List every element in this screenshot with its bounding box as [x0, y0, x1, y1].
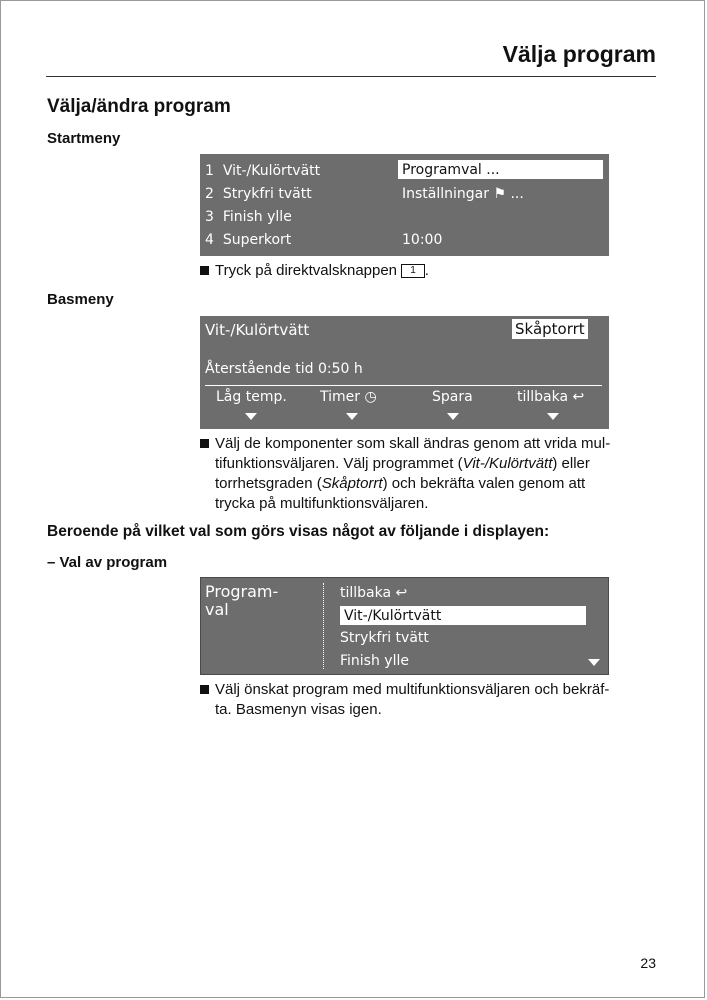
val-av-program-heading: – Val av program [47, 554, 168, 571]
programval-label-line-2: val [205, 600, 229, 619]
programval-item-strykfri: Strykfri tvätt [340, 630, 429, 646]
startmeny-item-2: 2 Strykfri tvätt [205, 186, 312, 202]
page-number: 23 [640, 955, 656, 971]
direct-key-1-icon: 1 [401, 264, 425, 278]
section-title: Välja/ändra program [47, 96, 231, 117]
val-av-program-display [200, 577, 609, 675]
startmeny-instruction: Tryck på direktvalsknappen 1 . [200, 261, 660, 281]
programval-divider [323, 583, 324, 669]
scroll-down-arrow-icon [588, 659, 600, 666]
programval-item-tillbaka: tillbaka ↩ [340, 585, 408, 601]
basmeny-dryness-selected: Skåptorrt [512, 319, 588, 339]
header-divider [46, 76, 656, 77]
basmeny-option-lag-temp: Låg temp. [216, 389, 287, 405]
timer-arrow-icon [346, 413, 358, 420]
spara-arrow-icon [447, 413, 459, 420]
basmeny-option-tillbaka: tillbaka ↩ [517, 389, 585, 405]
val-av-program-instruction: Välj önskat program med multifunktionsväljaren och bekräf- ta. Basmenyn visas igen. [200, 680, 660, 720]
basmeny-divider [205, 385, 602, 386]
startmeny-item-1: 1 Vit-/Kulörtvätt [205, 163, 321, 179]
basmeny-option-timer: Timer ◷ [320, 389, 377, 405]
startmeny-item-4: 4 Superkort [205, 232, 292, 248]
depends-heading: Beroende på vilket val som görs visas något av följande i displayen: [47, 523, 550, 540]
bullet-square-icon [200, 266, 209, 275]
programval-label-line-1: Program- [205, 582, 279, 601]
lag-temp-arrow-icon [245, 413, 257, 420]
basmeny-display [200, 316, 609, 429]
programval-item-finish-ylle: Finish ylle [340, 653, 409, 669]
startmeny-installningar: Inställningar ⚑ ... [402, 186, 524, 202]
tillbaka-arrow-icon [547, 413, 559, 420]
basmeny-heading: Basmeny [47, 291, 114, 308]
startmeny-item-3: 3 Finish ylle [205, 209, 292, 225]
startmeny-time: 10:00 [402, 232, 443, 248]
bullet-square-icon [200, 439, 209, 448]
startmeny-display [200, 154, 609, 256]
programval-item-selected: Vit-/Kulörtvätt [340, 606, 586, 625]
page-header-title: Välja program [502, 41, 656, 67]
basmeny-option-spara: Spara [432, 389, 473, 405]
basmeny-instruction: Välj de komponenter som skall ändras genom att vrida mul- tifunktionsväljaren. Välj programmet (Vit-/Kulörtvätt) eller torrhetsgraden (Skåptorrt) och bekräfta valen genom att trycka på multifunktionsväljaren. [200, 434, 660, 514]
startmeny-heading: Startmeny [47, 130, 121, 147]
basmeny-program: Vit-/Kulörtvätt [205, 321, 310, 339]
startmeny-programval-selected: Programval ... [398, 160, 603, 179]
bullet-square-icon [200, 685, 209, 694]
basmeny-remaining-time: Återstående tid 0:50 h [205, 361, 363, 377]
